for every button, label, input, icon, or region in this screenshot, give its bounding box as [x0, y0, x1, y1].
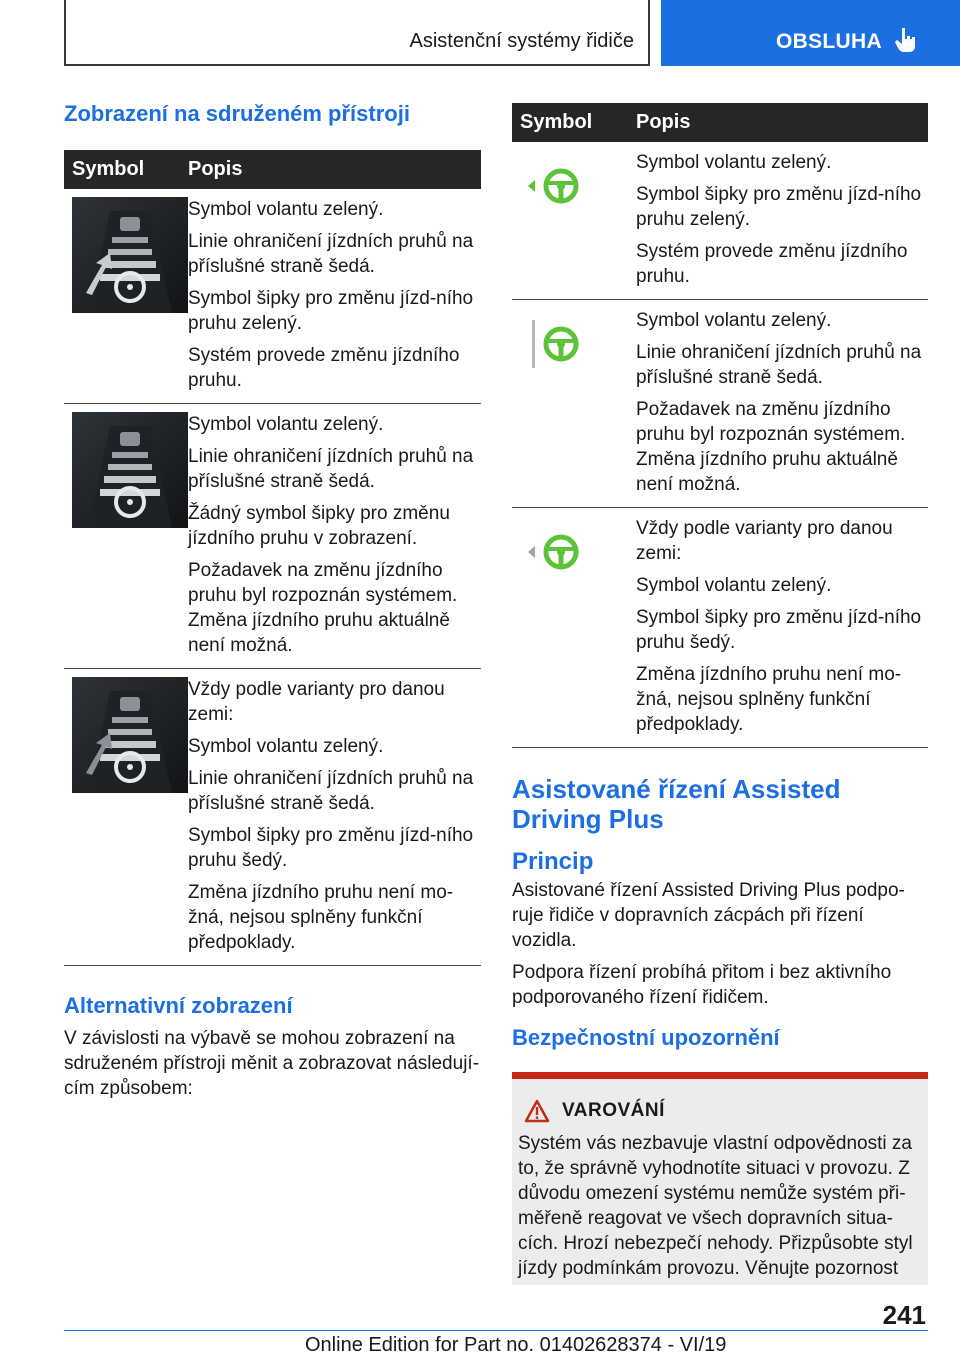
row-line: Symbol volantu zelený.	[636, 152, 832, 173]
row-line: Linie ohraničení jízdních pruhů na příslušné straně šedá.	[636, 342, 922, 388]
table-row	[512, 142, 928, 300]
row-line: Symbol šipky pro změnu jízd-ního pruhu zelený.	[636, 184, 922, 230]
lane-change-display-image	[72, 197, 188, 313]
warning-title: VAROVÁNÍ	[562, 1100, 665, 1121]
row-line: Žádný symbol šipky pro změnu jízdního pruhu v zobrazení.	[188, 503, 450, 549]
row-line: Linie ohraničení jízdních pruhů na příslušné straně šedá.	[188, 231, 474, 277]
green-steering-wheel-arrow-symbol	[520, 150, 636, 220]
row-line: Linie ohraničení jízdních pruhů na příslušné straně šedá.	[188, 446, 474, 492]
table-row	[64, 404, 481, 669]
lane-change-display-image	[72, 677, 188, 793]
right-column	[512, 103, 928, 1285]
row-line: Požadavek na změnu jízdního pruhu byl rozpoznán systémem. Změna jízdního pruhu aktuálně není možná.	[188, 560, 458, 656]
table-row	[512, 300, 928, 508]
lane-change-display-image	[72, 412, 188, 528]
green-steering-wheel-lane-line-symbol	[520, 308, 636, 378]
row-line: Symbol šipky pro změnu jízd-ního pruhu šedý.	[636, 607, 922, 653]
page-number: 241	[882, 1300, 926, 1330]
warning-box	[512, 1072, 928, 1285]
row-line: Vždy podle varianty pro danou zemi:	[188, 679, 445, 725]
principle-paragraph-1: Asistované řízení Assisted Driving Plus podpo-ruje řidiče v dopravních zácpách při řízení vozidla.	[512, 880, 905, 951]
row-line: Symbol šipky pro změnu jízd-ního pruhu zelený.	[188, 288, 474, 334]
row-line: Systém provede změnu jízdního pruhu.	[188, 345, 460, 391]
heading-instrument-display: Zobrazení na sdruženém přístroji	[64, 101, 410, 126]
chapter-tab[interactable]	[661, 0, 960, 66]
row-line: Změna jízdního pruhu není mo-žná, nejsou splněny funkční předpoklady.	[636, 664, 902, 735]
row-line: Požadavek na změnu jízdního pruhu byl rozpoznán systémem. Změna jízdního pruhu aktuálně není možná.	[636, 399, 906, 495]
column-header-description: Popis	[188, 158, 243, 180]
footer-divider	[64, 1330, 928, 1331]
green-steering-wheel-grey-arrow-symbol	[520, 516, 636, 586]
row-line: Symbol volantu zelený.	[636, 575, 832, 596]
table-row	[64, 669, 481, 966]
heading-safety-notes: Bezpečnostní upozornění	[512, 1025, 780, 1050]
row-line: Linie ohraničení jízdních pruhů na příslušné straně šedá.	[188, 768, 474, 814]
row-line: Symbol šipky pro změnu jízd-ního pruhu šedý.	[188, 825, 474, 871]
column-header-symbol: Symbol	[72, 158, 145, 180]
hand-pointer-icon	[893, 26, 919, 54]
row-line: Změna jízdního pruhu není mo-žná, nejsou splněny funkční předpoklady.	[188, 882, 454, 953]
heading-assisted-driving-plus: Asistované řízení Assisted Driving Plus	[512, 774, 841, 834]
table-header	[512, 103, 928, 142]
warning-title-row	[518, 1099, 922, 1123]
table-header	[64, 150, 481, 189]
column-header-description: Popis	[636, 111, 691, 133]
column-header-symbol: Symbol	[520, 111, 593, 133]
principle-paragraph-2: Podpora řízení probíhá přitom i bez aktivního podporovaného řízení řidičem.	[512, 962, 892, 1008]
chapter-tab-label: OBSLUHA	[776, 30, 882, 53]
footer-edition: Online Edition for Part no. 01402628374 - VI/19	[305, 1334, 727, 1356]
heading-alternative-display: Alternativní zobrazení	[64, 993, 293, 1018]
row-line: Symbol volantu zelený.	[188, 199, 384, 220]
alternative-display-text: V závislosti na výbavě se mohou zobrazení na sdruženém přístroji měnit a zobrazovat následují-cím způsobem:	[64, 1028, 480, 1099]
table-row	[64, 189, 481, 404]
section-title: Asistenční systémy řidiče	[409, 30, 634, 52]
warning-text: Systém vás nezbavuje vlastní odpovědnosti za to, že správně vyhodnotíte situaci v provozu. Z důvodu omezení systému nemůže systém při-měřeně reagovat ve všech dopravních situa-cích. Hrozí nebezpečí nehody. Přizpůsobte styl jízdy podmínkám provozu. Věnujte pozornost	[518, 1133, 913, 1279]
row-line: Vždy podle varianty pro danou zemi:	[636, 518, 893, 564]
warning-triangle-icon	[524, 1099, 550, 1123]
row-line: Symbol volantu zelený.	[188, 414, 384, 435]
heading-principle: Princip	[512, 848, 594, 875]
row-line: Symbol volantu zelený.	[636, 310, 832, 331]
row-line: Systém provede změnu jízdního pruhu.	[636, 241, 908, 287]
left-column	[64, 100, 481, 1101]
header-section-box	[64, 0, 650, 66]
row-line: Symbol volantu zelený.	[188, 736, 384, 757]
table-row	[512, 508, 928, 748]
